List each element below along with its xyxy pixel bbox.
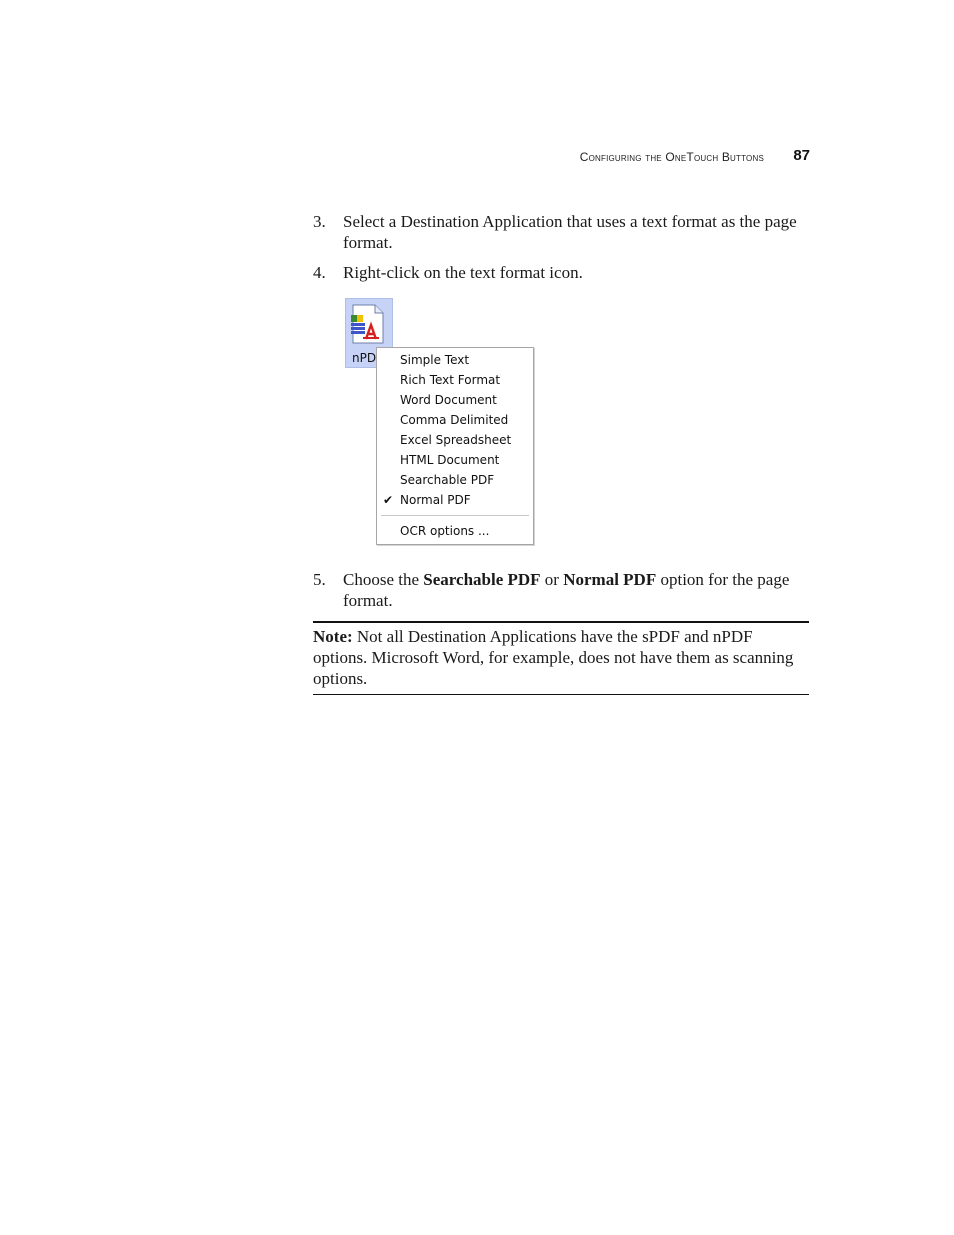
step-text: Choose the Searchable PDF or Normal PDF option for the page format. — [343, 570, 790, 610]
page-number: 87 — [793, 147, 810, 164]
chapter-title: Configuring the OneTouch Buttons — [579, 150, 764, 164]
menu-item-ocr-options[interactable]: OCR options ... — [400, 524, 490, 538]
menu-item-word-document[interactable]: Word Document — [400, 393, 497, 407]
menu-item-simple-text[interactable]: Simple Text — [400, 353, 470, 367]
step-number: 4. — [313, 263, 326, 282]
context-menu — [376, 347, 534, 545]
step-number: 3. — [313, 212, 326, 231]
checkmark-icon: ✔ — [383, 493, 394, 507]
step-4 — [313, 262, 809, 283]
npdf-file-icon — [349, 303, 389, 347]
emphasis-normal-pdf: Normal PDF — [563, 570, 657, 589]
menu-item-normal-pdf[interactable]: ✔ Normal PDF — [377, 490, 533, 510]
emphasis-searchable-pdf: Searchable PDF — [423, 570, 541, 589]
running-header — [500, 146, 810, 170]
note-text: Not all Destination Applications have the sPDF and nPDF options. Microsoft Word, for example, does not have them as scanning options. — [313, 627, 794, 688]
menu-item-searchable-pdf[interactable]: Searchable PDF — [400, 473, 495, 487]
note-label: Note: — [313, 627, 353, 646]
step-3 — [313, 211, 809, 253]
menu-separator — [381, 515, 529, 516]
step-5 — [313, 569, 809, 611]
menu-item-comma-delimited[interactable]: Comma Delimited — [400, 413, 509, 427]
note-box — [313, 621, 809, 695]
menu-item-rich-text-format[interactable]: Rich Text Format — [400, 373, 501, 387]
step-text: Right-click on the text format icon. — [343, 263, 583, 282]
menu-item-excel-spreadsheet[interactable]: Excel Spreadsheet — [400, 433, 512, 447]
menu-item-html-document[interactable]: HTML Document — [400, 453, 500, 467]
step-number: 5. — [313, 570, 326, 589]
icon-label: nPD — [352, 351, 377, 365]
step-text: Select a Destination Application that uses a text format as the page format. — [343, 212, 797, 252]
